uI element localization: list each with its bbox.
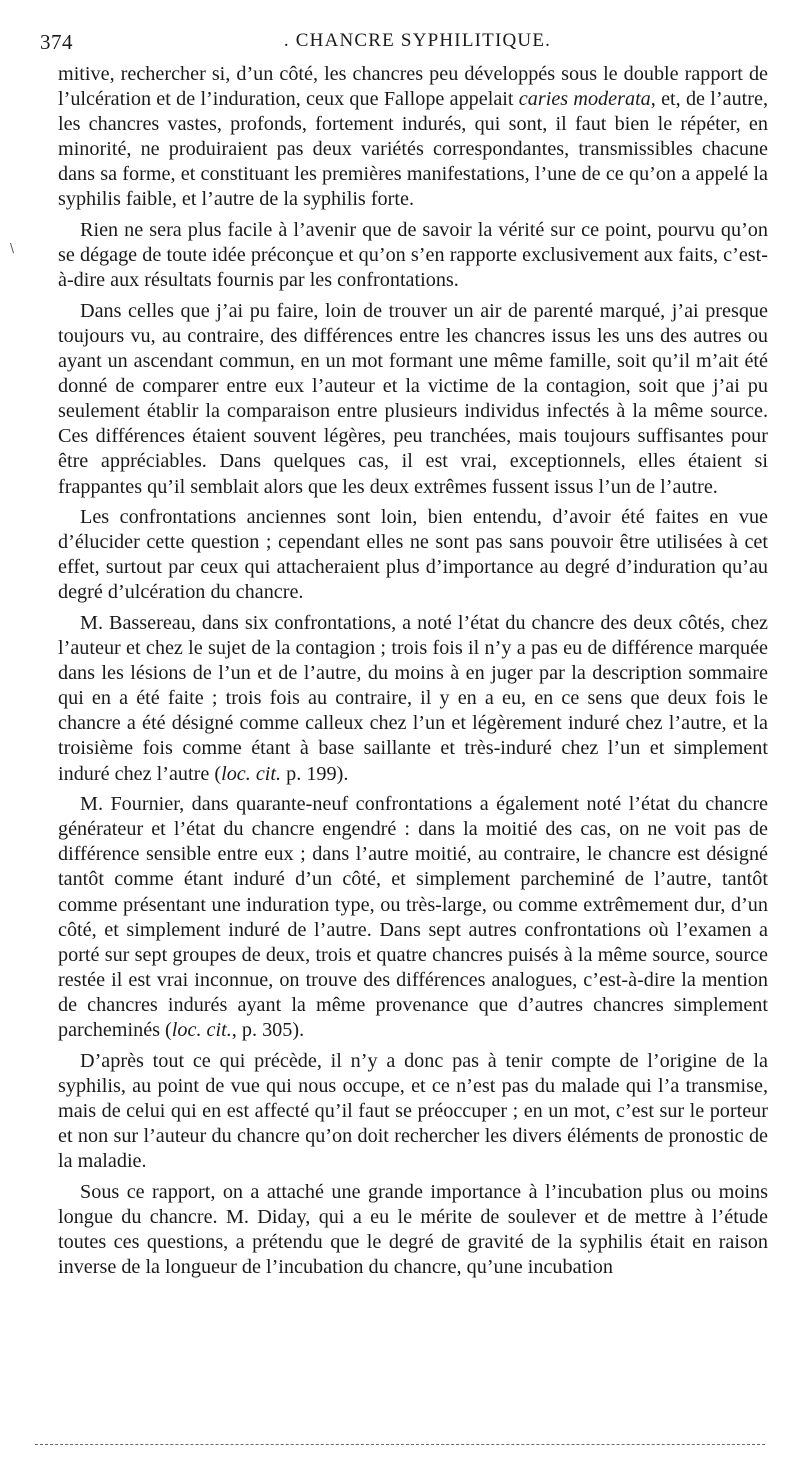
running-head: [40, 30, 765, 60]
paragraph: [58, 218, 768, 293]
text-run: Rien ne sera plus facile à l’avenir que de savoir la vérité sur ce point, pourvu qu’on se dégage de toute idée préconçue et qu’on s’en rapporte exclusivement aux faits, c’est-à-dire aux résultats fournis par les confrontations.: [58, 219, 768, 292]
italic-text: loc. cit.: [171, 1018, 232, 1041]
text-run: p. 199).: [281, 762, 349, 785]
text-run: , p. 305).: [231, 1018, 305, 1041]
text-run: Dans celles que j’ai pu faire, loin de trouver un air de parenté marqué, j’ai presque toujours vu, au contraire, des différences entre les chancres issus les uns des autres ou ayant un ascendant commun, en un mot formant une même famille, soit qu’il m’ait été donné de comparer entre eux l’auteur et la victime de la contagion, soit que j’ai pu seulement établir la comparaison entre plusieurs individus infectés à la même source. Ces différences étaient souvent légères, peu tranchées, mais toujours suffisantes pour être appréciables. Dans quelques cas, il est vrai, exceptionnels, elles étaient si frappantes qu’il semblait alors que les deux extrêmes fussent issus l’un de l’autre.: [58, 299, 768, 498]
paragraph: [58, 299, 768, 500]
paragraph: [58, 1049, 768, 1174]
bottom-rule: [35, 1444, 765, 1445]
text-run: Sous ce rapport, on a attaché une grande importance à l’incubation plus ou moins longue du chancre. M. Diday, qui a eu le mérite de soulever et de mettre à l’étude toutes ces questions, a prétendu que le degré de gravité de la syphilis était en raison inverse de la longueur de l’incubation du chancre, qu’une incubation: [58, 1180, 768, 1278]
body-text: [58, 62, 768, 1280]
page-number: 374: [40, 30, 73, 54]
margin-mark: \: [10, 241, 15, 255]
text-run: M. Fournier, dans quarante-neuf confrontations a également noté l’état du chancre générateur et l’état du chancre engendré : dans la moitié des cas, on ne voit pas de différence sensible entre eux ; dans l’autre moitié, au contraire, le chancre est désigné tantôt comme étant induré d’un côté, et simplement parcheminé de l’autre, tantôt comme présentant une induration type, ou très-large, ou comme extrêmement dur, d’un côté, et simplement induré de l’autre. Dans sept autres confrontations où l’examen a porté sur sept groupes de deux, trois et quatre chancres puisés à la même source, source restée il est vrai inconnue, on trouve des différences analogues, c’est-à-dire la mention de chancres indurés ayant la même provenance que d’autres chancres simplement parcheminés (: [58, 793, 768, 1041]
text-run: Les confrontations anciennes sont loin, bien entendu, d’avoir été faites en vue d’élucider cette question ; cependant elles ne sont pas sans pouvoir être utilisées à cet effet, surtout par ceux qui attacheraient plus d’importance au degré d’induration qu’au degré d’ulcération du chancre.: [58, 506, 768, 604]
text-run: mitive, rechercher si, d’un côté, les chancres peu développés sous le double rapport de l’ulcération et de l’induration, ceux que Fallope appelait: [58, 63, 768, 111]
paragraph: [58, 611, 768, 787]
paragraph: [58, 62, 768, 213]
italic-text: caries moderata: [518, 88, 651, 111]
text-run: M. Bassereau, dans six confrontations, a noté l’état du chancre des deux côtés, chez l’auteur et chez le sujet de la contagion ; trois fois il n’y a pas eu de différence marquée dans les lésions de l’un et de l’autre, du moins à en juger par la description sommaire qui en a été faite ; trois fois au contraire, il y en a eu, en ce sens que deux fois le chancre a été désigné comme calleux chez l’un et légèrement induré chez l’autre, et la troisième fois comme étant à base saillante et très-induré chez l’un et simplement induré chez l’autre (: [58, 611, 768, 785]
paragraph: [58, 1180, 768, 1280]
text-run: , et, de l’autre, les chancres vastes, profonds, fortement indurés, qui sont, il faut bien le répéter, en minorité, ne produiraient pas deux variétés correspondantes, transmissibles chacune dans sa forme, et constituant les premières manifestations, l’une de ce qu’on a appelé la syphilis faible, et l’autre de la syphilis forte.: [58, 88, 768, 211]
running-title: . CHANCRE SYPHILITIQUE.: [283, 30, 552, 51]
text-run: D’après tout ce qui précède, il n’y a donc pas à tenir compte de l’origine de la syphilis, au point de vue qui nous occupe, et ce n’est pas du malade qui l’a transmise, mais de celui qui en est affecté qu’il faut se préoccuper ; en un mot, c’est sur le porteur et non sur l’auteur du chancre qu’on doit rechercher les divers éléments de pronostic de la maladie.: [58, 1049, 768, 1172]
paragraph: [58, 505, 768, 605]
italic-text: loc. cit.: [221, 762, 282, 785]
paragraph: [58, 792, 768, 1043]
